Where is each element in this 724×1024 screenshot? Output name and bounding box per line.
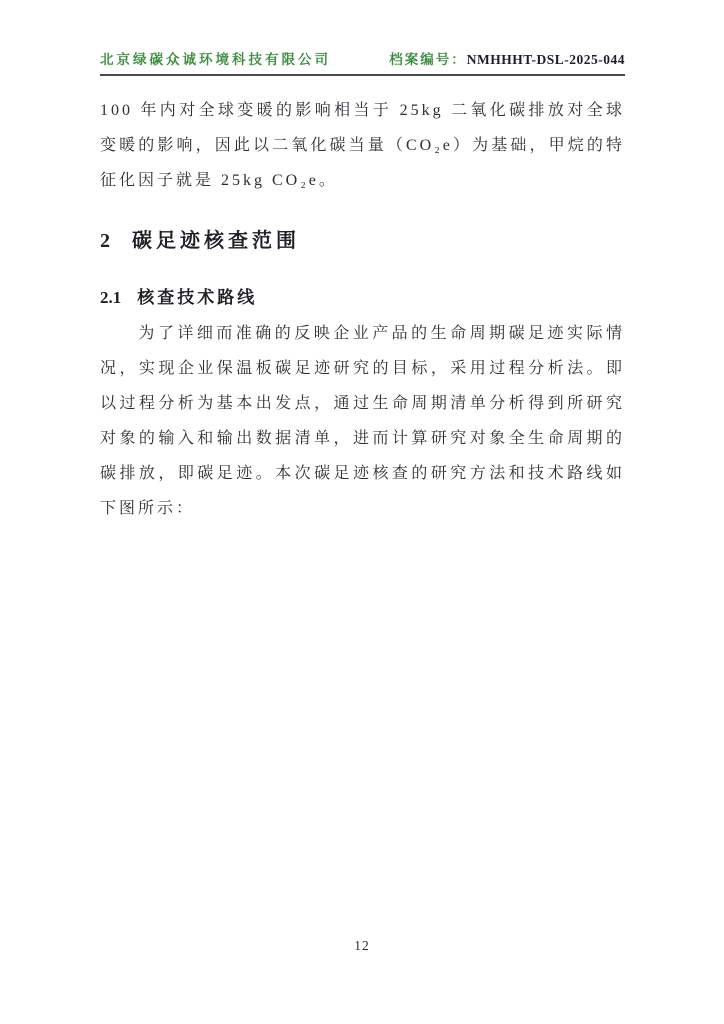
paragraph-global-warming: 100 年内对全球变暖的影响相当于 25kg 二氧化碳排放对全球变暖的影响，因此以二氧化碳当量（CO₂e）为基础，甲烷的特征化因子就是 25kg CO₂e。 <box>100 102 625 189</box>
section-number: 2 <box>100 230 110 252</box>
subsection-heading <box>100 283 625 308</box>
section-heading <box>100 224 625 253</box>
company-name: 北京绿碳众诚环境科技有限公司 <box>100 52 331 67</box>
page-number: 12 <box>354 938 370 953</box>
archive-number: NMHHHT-DSL-2025-044 <box>466 52 625 67</box>
paragraph-methodology: 为了详细而准确的反映企业产品的生命周期碳足迹实际情况，实现企业保温板碳足迹研究的目标，采用过程分析法。即以过程分析为基本出发点，通过生命周期清单分析得到所研究对象的输入和输出数据清单，进而计算研究对象全生命周期的碳排放，即碳足迹。本次碳足迹核查的研究方法和技术路线如下图所示： <box>100 325 625 517</box>
page-header <box>100 0 625 76</box>
subsection-number: 2.1 <box>100 288 122 307</box>
archive-id <box>389 48 625 68</box>
section-title: 碳足迹核查范围 <box>132 230 300 252</box>
subsection-title: 核查技术路线 <box>137 288 258 307</box>
page-content <box>100 0 625 526</box>
archive-label: 档案编号： <box>389 52 467 67</box>
